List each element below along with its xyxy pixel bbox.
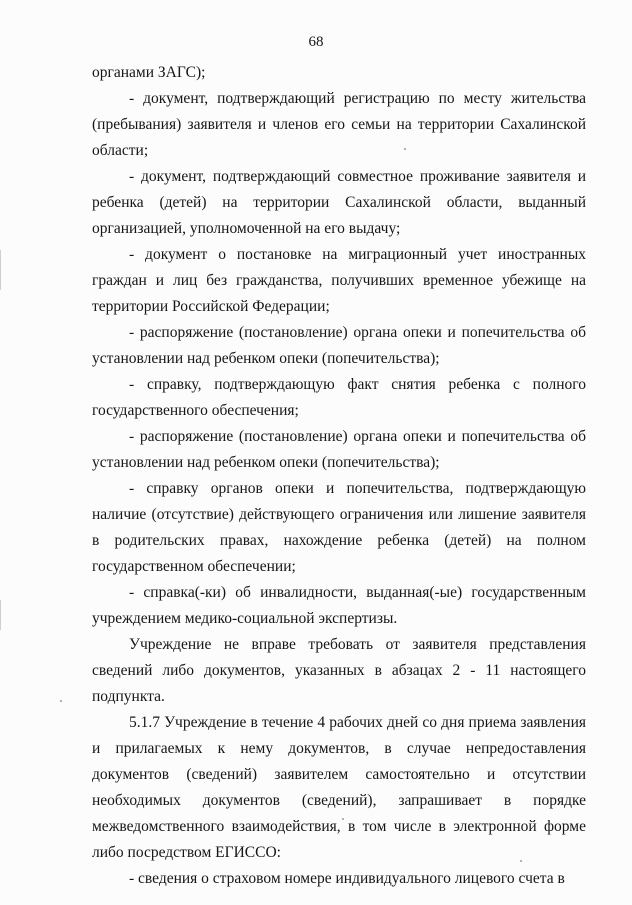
paragraph: - документ о постановке на миграционный учет иностранных граждан и лиц без гражданства, получивших временное убежище на территории Российской Федерации; <box>92 246 586 315</box>
paragraph: - документ, подтверждающий регистрацию по месту жительства (пребывания) заявителя и членов его семьи на территории Сахалинской области; <box>92 90 586 159</box>
scan-speck <box>60 700 62 702</box>
paragraph: - распоряжение (постановление) органа опеки и попечительства об установлении над ребенком опеки (попечительства); <box>92 324 586 367</box>
paragraph: - справка(-ки) об инвалидности, выданная(-ые) государственным учреждением медико-социальной экспертизы. <box>92 584 586 627</box>
page-number: 68 <box>308 34 324 50</box>
paragraph: - сведения о страховом номере индивидуального лицевого счета в <box>129 870 565 887</box>
document-body <box>92 60 586 892</box>
paragraph: - справку, подтверждающую факт снятия ребенка с полного государственного обеспечения; <box>92 376 586 419</box>
paragraph: Учреждение не вправе требовать от заявителя представления сведений либо документов, указанных в абзацах 2 - 11 настоящего подпункта. <box>92 636 586 705</box>
scan-edge-mark <box>0 600 1 630</box>
paragraph: - распоряжение (постановление) органа опеки и попечительства об установлении над ребенком опеки (попечительства); <box>92 428 586 471</box>
paragraph: 5.1.7 Учреждение в течение 4 рабочих дней со дня приема заявления и прилагаемых к нему документов, в случае непредоставления документов (сведений) заявителем самостоятельно и отсутствии необходимых документов (сведений), запрашивает в порядке межведомственного взаимодействия, в том числе в электронной форме либо посредством ЕГИССО: <box>92 714 586 861</box>
paragraph: органами ЗАГС); <box>92 64 206 81</box>
paragraph: - справку органов опеки и попечительства, подтверждающую наличие (отсутствие) действующего ограничения или лишение заявителя в родительских правах, нахождение ребенка (детей) на полном государственном обеспечении; <box>92 480 586 575</box>
paragraph: - документ, подтверждающий совместное проживание заявителя и ребенка (детей) на территории Сахалинской области, выданный организацией, уполномоченной на его выдачу; <box>92 168 586 237</box>
scan-edge-mark <box>0 250 1 290</box>
